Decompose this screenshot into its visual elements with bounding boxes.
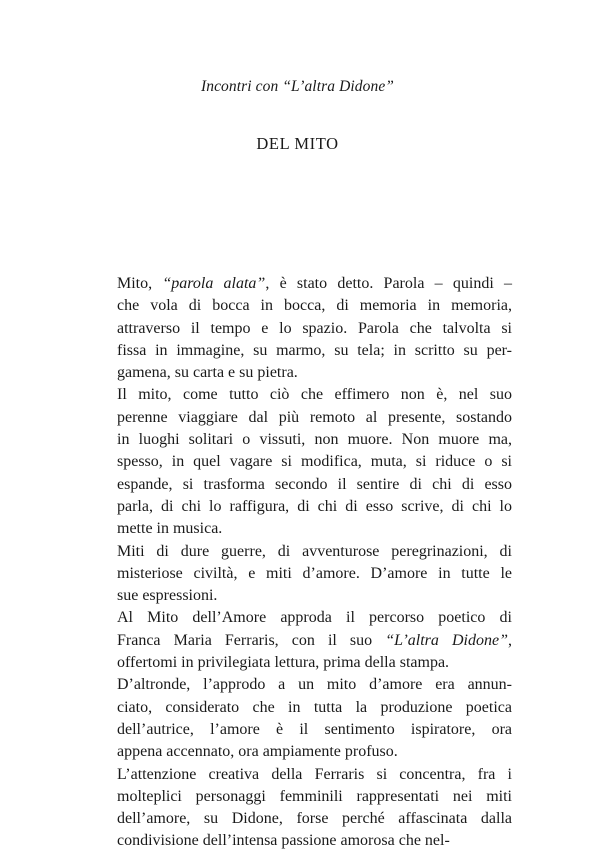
text-line: Franca Maria Ferraris, con il suo “L’altra Didone”,	[117, 631, 512, 649]
text-line: gamena, su carta e su pietra.	[117, 364, 298, 382]
text-line: offertomi in privilegiata lettura, prima della stampa.	[117, 654, 450, 672]
text-line: attraverso il tempo e lo spazio. Parola che talvolta si	[117, 319, 512, 337]
body-text	[117, 273, 512, 853]
paragraph	[117, 384, 512, 540]
running-header: Incontri con “L’altra Didone”	[200, 78, 395, 95]
text-line: L’attenzione creativa della Ferraris si concentra, fra i	[117, 765, 512, 783]
text-line: dell’autrice, l’amore è il sentimento ispiratore, ora	[117, 720, 512, 738]
text-line: ciato, considerato che in tutta la produzione poetica	[117, 698, 512, 716]
text-line: espande, si trasforma secondo il sentire di chi di esso	[117, 475, 512, 493]
text-line: parla, di chi lo raffigura, di chi di esso scrive, di chi lo	[117, 497, 512, 515]
text-line: D’altronde, l’approdo a un mito d’amore era annun-	[117, 676, 512, 694]
paragraph	[117, 674, 512, 763]
paragraph	[117, 764, 512, 853]
chapter-title: DEL MITO	[256, 134, 339, 153]
text-line: spesso, in quel vagare si modifica, muta, si riduce o si	[117, 453, 512, 471]
paragraph	[117, 541, 512, 608]
paragraph	[117, 607, 512, 674]
text-line: fissa in immagine, su marmo, su tela; in scritto su per-	[117, 341, 512, 359]
text-line: Miti di dure guerre, di avventurose peregrinazioni, di	[117, 542, 512, 560]
text-line: che vola di bocca in bocca, di memoria in memoria,	[117, 297, 512, 315]
paragraph	[117, 273, 512, 384]
text-line: condivisione dell’intensa passione amorosa che nel-	[117, 832, 450, 850]
italic-quote: “parola alata”	[162, 275, 266, 292]
text-line: molteplici personaggi femminili rappresentati nei miti	[117, 787, 512, 805]
text-line: appena accennato, ora ampiamente profuso.	[117, 743, 398, 761]
text-line: mette in musica.	[117, 520, 223, 538]
text-line: in luoghi solitari o vissuti, non muore. Non muore ma,	[117, 431, 512, 449]
text-line: sue espressioni.	[117, 587, 218, 605]
italic-quote: “L’altra Didone”	[385, 631, 508, 649]
text-line: Mito, “parola alata”, è stato detto. Parola – quindi –	[117, 275, 513, 292]
text-line: Il mito, come tutto ciò che effimero non è, nel suo	[117, 386, 512, 404]
text-line: perenne viaggiare dal più remoto al presente, sostando	[117, 408, 512, 426]
text-line: misteriose civiltà, e miti d’amore. D’amore in tutte le	[117, 564, 512, 582]
text-line: Al Mito dell’Amore approda il percorso poetico di	[117, 609, 512, 627]
text-line: dell’amore, su Didone, forse perché affascinata dalla	[117, 810, 512, 828]
